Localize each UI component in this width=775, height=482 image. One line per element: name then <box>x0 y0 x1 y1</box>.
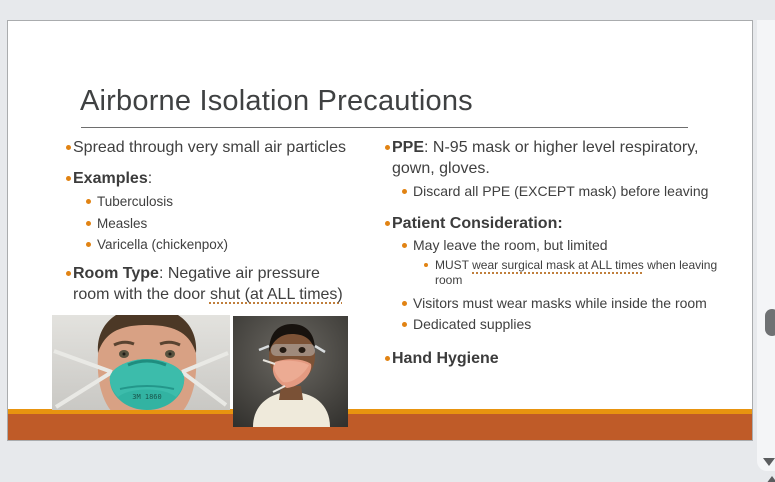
vertical-scrollbar-thumb[interactable] <box>765 309 775 336</box>
must-pre: MUST <box>435 258 473 272</box>
bullet-patient-consideration <box>385 213 737 234</box>
bullet-discard-ppe <box>385 182 737 201</box>
bullet-text <box>435 258 717 288</box>
bullet-measles <box>66 213 388 234</box>
bullet-text: Measles <box>97 216 148 231</box>
scrollbar-down-arrow-icon[interactable] <box>763 458 775 466</box>
bullet-text <box>73 263 343 305</box>
bullet-text: Discard all PPE (EXCEPT mask) before leaving <box>413 183 709 199</box>
bullet-dot-icon <box>66 271 71 276</box>
bullet-must-wear-mask <box>385 258 737 288</box>
room-type-label: Room Type <box>73 265 159 282</box>
room-type-line1: : Negative air pressure <box>158 265 320 282</box>
bullet-dot-icon <box>402 243 407 248</box>
left-text-placeholder[interactable] <box>66 137 388 305</box>
bullet-text: Dedicated supplies <box>413 316 532 332</box>
examples-colon: : <box>147 170 153 187</box>
ppe-line2: gown, gloves. <box>392 160 490 177</box>
bullet-dedicated-supplies <box>385 315 737 334</box>
teal-mask-photo-illustration <box>52 315 230 410</box>
svg-text:3M 1860: 3M 1860 <box>132 393 162 401</box>
bullet-dot-icon <box>402 322 407 327</box>
slide-canvas[interactable] <box>7 20 753 441</box>
bullet-text: Tuberculosis <box>97 194 174 209</box>
room-type-underlined: shut (at ALL times) <box>209 286 343 303</box>
bullet-dot-icon <box>402 189 407 194</box>
photo-orange-duckbill-mask[interactable] <box>233 316 348 427</box>
bullet-dot-icon <box>402 301 407 306</box>
bullet-room-type <box>66 263 388 305</box>
room-type-line2: room with the door <box>73 286 210 303</box>
bullet-hand-hygiene <box>385 348 737 369</box>
bullet-dot-icon <box>86 242 91 247</box>
must-underlined: wear surgical mask at ALL times <box>472 258 644 272</box>
bullet-text: Varicella (chickenpox) <box>97 237 229 252</box>
bullet-spread <box>66 137 388 158</box>
bullet-dot-icon <box>385 221 390 226</box>
bullet-ppe <box>385 137 737 179</box>
bullet-may-leave <box>385 236 737 255</box>
slide-footer-band <box>8 414 752 440</box>
bullet-dot-icon <box>86 221 91 226</box>
bullet-dot-icon <box>66 176 71 181</box>
hand-hygiene-label: Hand Hygiene <box>392 350 499 367</box>
bullet-visitors <box>385 294 737 313</box>
slide-title[interactable]: Airborne Isolation Precautions <box>80 85 473 117</box>
bullet-varicella <box>66 234 388 255</box>
bullet-dot-icon <box>424 263 428 267</box>
bullet-text: May leave the room, but limited <box>413 237 608 253</box>
right-text-placeholder[interactable] <box>385 137 737 369</box>
bullet-text <box>73 168 152 189</box>
title-underline-rule <box>81 127 688 128</box>
vertical-scrollbar-track[interactable] <box>757 20 775 471</box>
must-post: when leaving <box>643 258 718 272</box>
photo-teal-n95-mask[interactable] <box>52 315 230 410</box>
bullet-examples <box>66 168 388 189</box>
examples-label: Examples <box>73 170 148 187</box>
scrollbar-next-slide-icon[interactable] <box>766 476 775 482</box>
ppe-line1: : N-95 mask or higher level respiratory, <box>424 139 699 156</box>
bullet-dot-icon <box>66 145 71 150</box>
bullet-dot-icon <box>86 199 91 204</box>
bullet-text: Spread through very small air particles <box>73 139 347 156</box>
bullet-dot-icon <box>385 356 390 361</box>
bullet-text: Visitors must wear masks while inside the room <box>413 295 707 311</box>
ppe-label: PPE <box>392 139 425 156</box>
bullet-tuberculosis <box>66 191 388 212</box>
duckbill-mask-photo-illustration <box>233 316 348 427</box>
must-line2: room <box>435 273 463 287</box>
bullet-dot-icon <box>385 145 390 150</box>
bullet-text <box>392 137 698 179</box>
patient-label: Patient Consideration: <box>392 215 563 232</box>
